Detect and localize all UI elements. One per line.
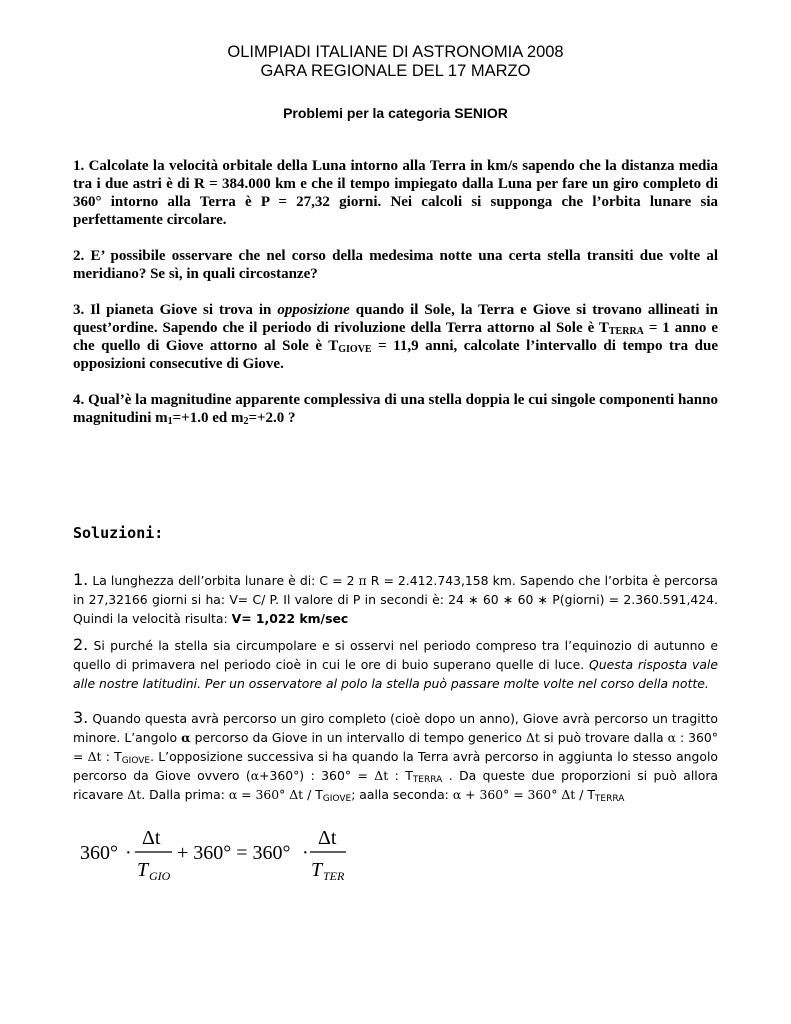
solution-1-result: V= 1,022 km/sec (231, 611, 349, 626)
formula-dot-left: · (125, 842, 132, 864)
solutions-heading: Soluzioni: (73, 524, 164, 542)
problem-4: 4. Qual’è la magnitudine apparente complessiva di una stella doppia le cui singole componenti hanno magnitudini $m_1=+1.0$ ed $m_2=+2.0$ ? (73, 392, 718, 427)
formula-dot-right: · (302, 842, 309, 864)
page-subtitle: Problemi per la categoria SENIOR (283, 105, 508, 121)
formula-denominator-left: T (137, 859, 149, 881)
solution-3-formula (80, 822, 370, 884)
formula-360-left: 360° (80, 842, 118, 864)
formula-numerator-right: Δt (318, 827, 337, 849)
problem-3: 3. Il pianeta Giove si trova in opposizione quando il Sole, la Terra e Giove si trovano allineati in quest’ordine. Sapendo che il periodo di rivoluzione della Terra attorno al Sole è $T_{TERRA} = 1$ anno e che quello di Giove attorno al Sole è $T_{GIOVE} = 11,9$ anni, calcolate l’intervallo di tempo tra due opposizioni consecutive di Giove. (73, 302, 719, 372)
formula-numerator-left: Δt (142, 827, 161, 849)
page-title-line1: OLIMPIADI ITALIANE DI ASTRONOMIA 2008 (227, 43, 564, 61)
formula-denominator-left-sub: GIO (149, 869, 171, 883)
formula-denominator-right: T (311, 859, 323, 881)
solution-2: 2. Si purché la stella sia circumpolare e si osservi nel periodo compreso tra l’equinozio di autunno e quello di primavera nel periodo cioè in cui le ore di buio superano quelle di luce. Questa risposta vale alle nostre latitudini. Per un osservatore al polo la stella può passare molte volte nel corso della notte. (73, 635, 718, 691)
solution-3: 3. Quando questa avrà percorso un giro completo (cioè dopo un anno), Giove avrà percorso un tragitto minore. L’angolo α percorso da Giove in un intervallo di tempo generico Δt si può trovare dalla α : 360° = Δt : $T_{GIOVE}$. L’opposizione successiva si ha quando la Terra avrà percorso in aggiunta lo stesso angolo percorso da Giove ovvero (α+360°) : 360° = Δt : $T_{TERRA}$ . Da queste due proporzioni si può allora ricavare Δt. Dalla prima: α = 360° Δt / $T_{GIOVE}$; aalla seconda: α + 360° = 360° Δt / $T_{TERRA}$ (73, 708, 719, 804)
problem-1: 1. Calcolate la velocità orbitale della Luna intorno alla Terra in km/s sapendo che la distanza media tra i due astri è di R = 384.000 km e che il tempo impiegato dalla Luna per fare un giro completo di 360° intorno alla Terra è P = 27,32 giorni. Nei calcoli si supponga che l’orbita lunare sia perfettamente circolare. (73, 158, 718, 228)
solution-1: 1. La lunghezza dell’orbita lunare è di: C = 2 π R = 2.412.743,158 km. Sapendo che l’orbita è percorsa in 27,32166 giorni si ha: V= C/ P. Il valore di P in secondi è: 24 ∗ 60 ∗ 60 ∗ P(giorni) = 2.360.591,424. Quindi la velocità risulta: V= 1,022 km/sec (73, 570, 718, 626)
formula-denominator-right-sub: TER (323, 869, 345, 883)
problem-2: 2. E’ possibile osservare che nel corso della medesima notte una certa stella transiti due volte al meridiano? Se sì, in quali circostanze? (73, 248, 718, 282)
page-title-line2: GARA REGIONALE DEL 17 MARZO (260, 62, 531, 80)
formula-middle: + 360° = 360° (177, 842, 291, 864)
